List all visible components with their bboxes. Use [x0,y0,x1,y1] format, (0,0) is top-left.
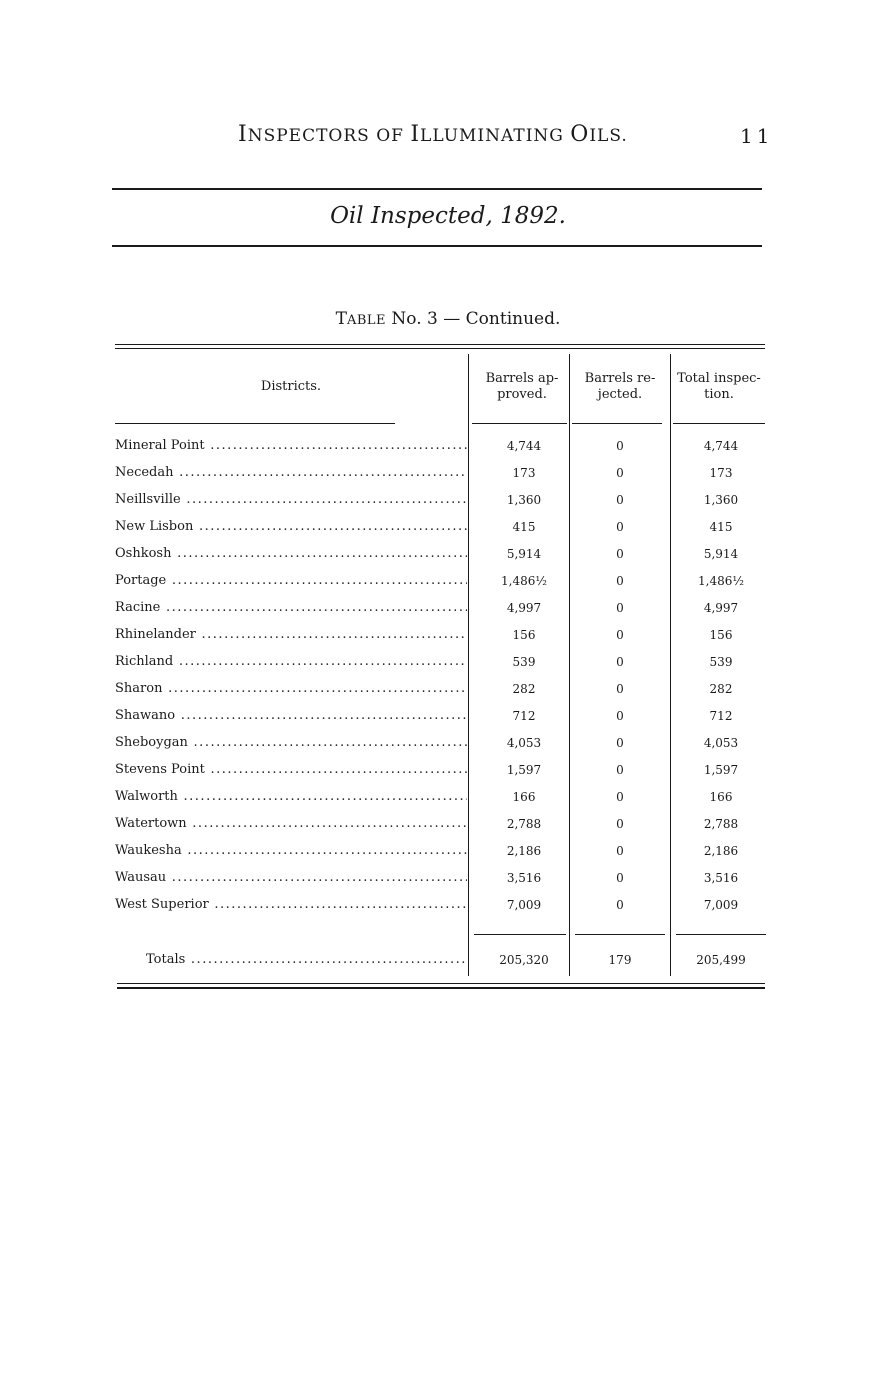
rejected-value: 0 [616,682,624,696]
approved-value: 2,788 [506,817,542,831]
page-subtitle: Oil Inspected, 1892. [330,203,566,229]
approved-value: 539 [512,655,536,669]
total-value: 1,597 [703,763,739,777]
total-value: 2,788 [703,817,739,831]
rejected-value: 0 [616,655,624,669]
district-name: Walworth ..... [115,788,467,806]
table-row [0,869,896,896]
rejected-value: 0 [616,493,624,507]
table-row [0,815,896,842]
running-head-part-3: ILS. [589,126,628,146]
table-row [0,626,896,653]
approved-value: 7,009 [506,898,542,912]
rejected-value: 0 [616,601,624,615]
district-name: Neillsville ..... [115,491,467,509]
approved-value: 1,486½ [501,574,547,588]
district-name: Necedah ..... [115,464,467,482]
table-row [0,653,896,680]
table-row [0,707,896,734]
table-title-rest: No. 3 — Continued. [386,309,561,329]
approved-value: 415 [512,520,536,534]
rejected-value: 0 [616,574,624,588]
rejected-value: 0 [616,709,624,723]
rejected-value: 0 [616,871,624,885]
district-name: Portage ..... [115,572,467,590]
approved-value: 282 [512,682,536,696]
table-title-smallcaps: ABLE [346,313,387,328]
totals-rule-rejected [575,934,665,935]
totals-rule-approved [474,934,566,935]
total-value: 2,186 [703,844,739,858]
table-row [0,545,896,572]
table-row [0,761,896,788]
rejected-value: 0 [616,898,624,912]
approved-value: 4,744 [506,439,542,453]
running-head-cap-2: I [410,122,421,147]
rejected-value: 0 [616,817,624,831]
column-header-districts: Districts. [260,379,322,394]
column-header-rejected: Barrels re- jected. [584,371,656,402]
rejected-value: 0 [616,520,624,534]
total-value: 282 [709,682,733,696]
table-title-cap: T [335,309,347,329]
running-head-part-1: NSPECTORS OF [247,126,411,146]
approved-value: 156 [512,628,536,642]
district-name: Mineral Point ..... [115,437,467,455]
approved-value: 5,914 [506,547,542,561]
table-bottom-rule-2 [117,987,765,989]
rejected-value: 0 [616,790,624,804]
total-value: 156 [709,628,733,642]
rejected-value: 0 [616,439,624,453]
rejected-value: 0 [616,628,624,642]
column-header-total: Total inspec- tion. [677,371,761,402]
district-name: Watertown ..... [115,815,467,833]
table-row [0,518,896,545]
approved-value: 4,997 [506,601,542,615]
table-row [0,734,896,761]
top-rule [112,188,762,190]
table-row [0,788,896,815]
district-name: Waukesha ..... [115,842,467,860]
totals-rejected: 179 [608,953,632,967]
table-bottom-rule-1 [117,983,765,984]
total-value: 7,009 [703,898,739,912]
total-value: 4,053 [703,736,739,750]
header-rule-approved [472,423,567,424]
total-value: 5,914 [703,547,739,561]
table-row [0,599,896,626]
approved-value: 1,360 [506,493,542,507]
district-name: West Superior ..... [115,896,467,914]
totals-total: 205,499 [696,953,746,967]
table-title [0,309,896,329]
rejected-value: 0 [616,763,624,777]
district-name: Oshkosh ..... [115,545,467,563]
district-name: Richland ..... [115,653,467,671]
total-value: 1,360 [703,493,739,507]
table-row [0,437,896,464]
running-head-cap-1: I [238,122,248,147]
totals-rule-total [676,934,766,935]
subtitle-bottom-rule [112,245,762,247]
total-value: 712 [709,709,733,723]
table-top-rule-2 [115,348,765,349]
total-value: 539 [709,655,733,669]
header-rule-districts [115,423,395,424]
approved-value: 4,053 [506,736,542,750]
totals-approved: 205,320 [499,953,549,967]
running-head-part-2: LLUMINATING [420,126,571,146]
total-value: 1,486½ [698,574,744,588]
district-name: Wausau ..... [115,869,467,887]
approved-value: 2,186 [506,844,542,858]
rejected-value: 0 [616,736,624,750]
approved-value: 3,516 [506,871,542,885]
rejected-value: 0 [616,547,624,561]
approved-value: 712 [512,709,536,723]
column-header-approved: Barrels ap- proved. [485,371,559,402]
total-value: 3,516 [703,871,739,885]
table-row [0,680,896,707]
totals-row [0,951,896,978]
total-value: 415 [709,520,733,534]
total-value: 173 [709,466,733,480]
approved-value: 166 [512,790,536,804]
district-name: Rhinelander ..... [115,626,467,644]
page-number: 11 [740,124,774,148]
district-name: Sharon ..... [115,680,467,698]
approved-value: 1,597 [506,763,542,777]
table-row [0,572,896,599]
rejected-value: 0 [616,466,624,480]
district-name: Sheboygan ..... [115,734,467,752]
running-head-cap-3: O [570,122,590,147]
table-row [0,896,896,923]
district-name: New Lisbon ..... [115,518,467,536]
table-row [0,842,896,869]
running-head [238,122,628,147]
totals-label: Totals ..... [146,951,468,969]
total-value: 4,997 [703,601,739,615]
rejected-value: 0 [616,844,624,858]
approved-value: 173 [512,466,536,480]
district-name: Racine ..... [115,599,467,617]
total-value: 4,744 [703,439,739,453]
table-top-rule-1 [115,344,765,345]
header-rule-rejected [572,423,662,424]
district-name: Shawano ..... [115,707,467,725]
district-name: Stevens Point ..... [115,761,467,779]
header-rule-total [673,423,765,424]
total-value: 166 [709,790,733,804]
table-row [0,491,896,518]
table-row [0,464,896,491]
